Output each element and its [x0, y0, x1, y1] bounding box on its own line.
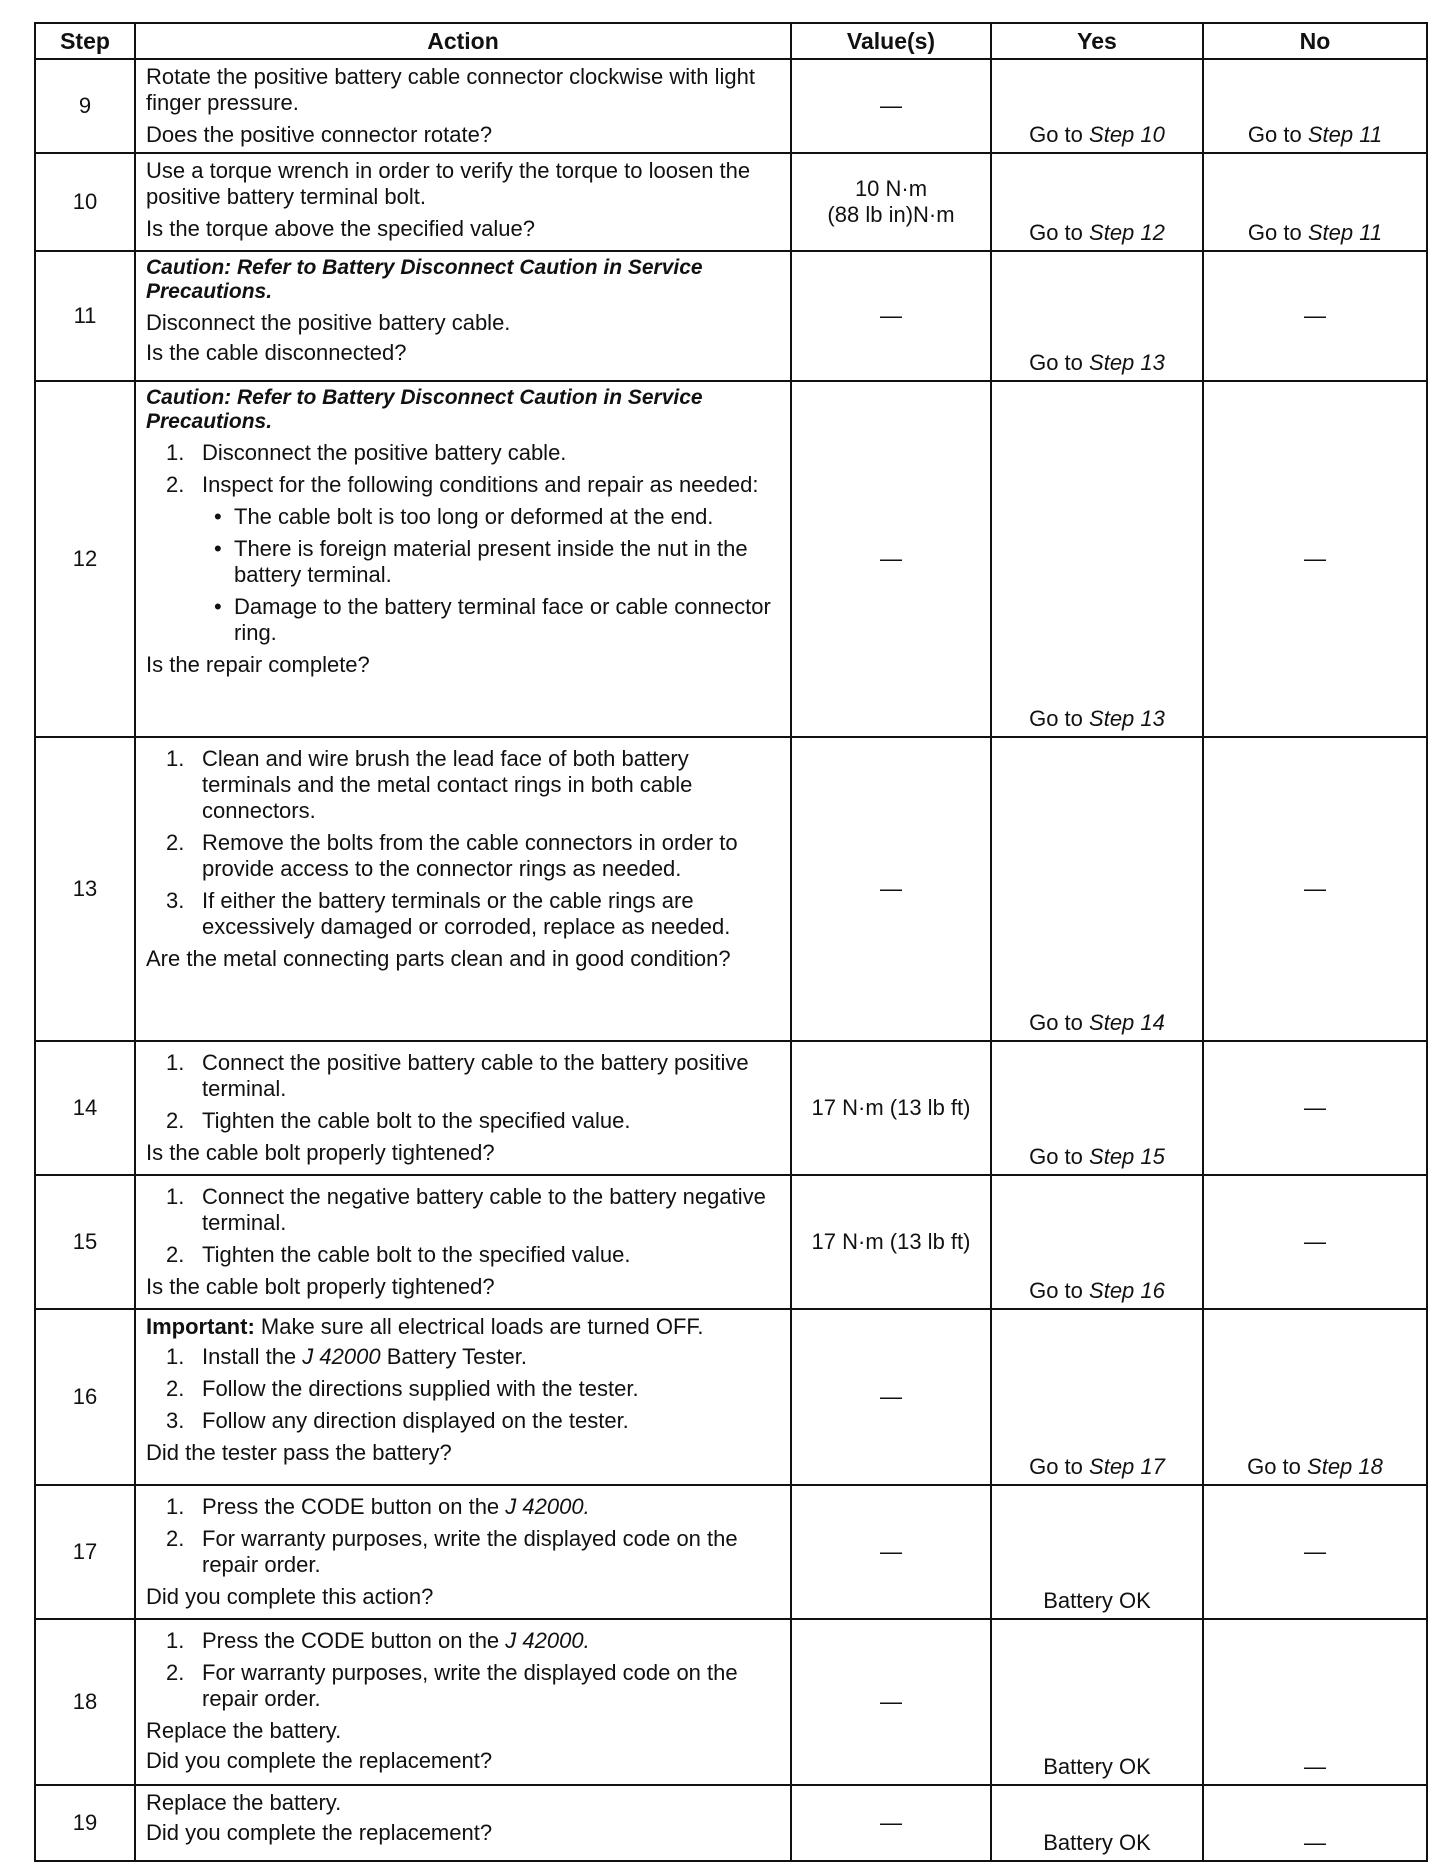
list-item	[146, 440, 782, 466]
value-cell	[791, 153, 991, 251]
step-number: 9	[35, 59, 135, 153]
list-item	[146, 888, 782, 940]
no-step-number: 11	[1359, 122, 1383, 147]
action-question: Did you complete the replacement?	[146, 1748, 493, 1773]
table-row	[35, 1785, 1427, 1861]
no-cell	[1203, 1309, 1427, 1485]
yes-step-number: 14	[1140, 1010, 1165, 1035]
bullet-list	[202, 504, 782, 646]
action-question: Did the tester pass the battery?	[146, 1440, 452, 1465]
action-question: Is the cable disconnected?	[146, 340, 407, 365]
yes-cell: Battery OK	[991, 1619, 1203, 1785]
no-cell: —	[1203, 1485, 1427, 1619]
item-text: Press the CODE button on the	[202, 1494, 500, 1519]
substep-list	[146, 440, 782, 646]
item-text: Disconnect the positive battery cable.	[202, 440, 567, 465]
important-label: Important:	[146, 1314, 255, 1339]
table-header-row	[35, 23, 1427, 59]
no-cell	[1203, 153, 1427, 251]
item-text: Tighten the cable bolt to the specified value.	[202, 1108, 631, 1133]
action-cell	[135, 381, 791, 737]
list-item	[146, 830, 782, 882]
yes-step-word: Step	[1089, 350, 1135, 375]
yes-step-number: 12	[1140, 220, 1165, 245]
no-prefix: Go to	[1247, 220, 1302, 245]
no-step-word: Step	[1307, 1454, 1353, 1479]
list-item	[146, 1526, 782, 1578]
action-cell	[135, 251, 791, 381]
action-cell	[135, 1785, 791, 1861]
yes-step-number: 15	[1140, 1144, 1165, 1169]
value-cell: —	[791, 1619, 991, 1785]
substep-list	[146, 1184, 782, 1268]
table-row	[35, 1175, 1427, 1309]
item-text: Follow the directions supplied with the tester.	[202, 1376, 639, 1401]
item-number: 1.	[166, 1628, 185, 1653]
tool-name: J 42000.	[505, 1628, 590, 1653]
step-number: 12	[35, 381, 135, 737]
yes-cell	[991, 1041, 1203, 1175]
step-number: 18	[35, 1619, 135, 1785]
header-yes: Yes	[991, 23, 1203, 59]
table-row	[35, 737, 1427, 1041]
table-row	[35, 1309, 1427, 1485]
step-number: 17	[35, 1485, 135, 1619]
diagnostic-table-page	[34, 22, 1426, 1855]
no-step-number: 11	[1359, 220, 1383, 245]
item-number: 3.	[166, 1408, 185, 1433]
value-cell: —	[791, 1485, 991, 1619]
yes-step-number: 13	[1140, 706, 1165, 731]
item-number: 2.	[166, 830, 185, 855]
yes-cell: Battery OK	[991, 1785, 1203, 1861]
item-text: If either the battery terminals or the cable rings are excessively damaged or corroded, replace as needed.	[202, 888, 731, 939]
yes-prefix: Go to	[1029, 220, 1083, 245]
item-number: 1.	[166, 1344, 185, 1369]
table-row	[35, 1485, 1427, 1619]
item-text: Battery Tester.	[386, 1344, 527, 1369]
item-text: For warranty purposes, write the displayed code on the repair order.	[202, 1660, 738, 1711]
action-cell	[135, 1485, 791, 1619]
item-number: 1.	[166, 1184, 185, 1209]
item-text: Connect the positive battery cable to the battery positive terminal.	[202, 1050, 749, 1101]
yes-step-number: 13	[1140, 350, 1165, 375]
yes-cell	[991, 59, 1203, 153]
item-text: Clean and wire brush the lead face of both battery terminals and the metal contact rings in both cable connectors.	[202, 746, 693, 823]
no-cell: —	[1203, 1619, 1427, 1785]
table-row	[35, 59, 1427, 153]
item-text: Press the CODE button on the	[202, 1628, 500, 1653]
header-action: Action	[135, 23, 791, 59]
no-step-word: Step	[1307, 220, 1354, 245]
item-text: Install the	[202, 1344, 297, 1369]
no-cell: —	[1203, 1175, 1427, 1309]
list-item	[146, 1408, 782, 1434]
action-text: Disconnect the positive battery cable.	[146, 310, 511, 335]
value-cell: —	[791, 1785, 991, 1861]
caution-note: Caution: Refer to Battery Disconnect Caution in Service Precautions.	[146, 386, 703, 433]
value-cell: —	[791, 1309, 991, 1485]
yes-cell	[991, 1309, 1203, 1485]
list-item	[146, 1344, 782, 1370]
item-text: Remove the bolts from the cable connectors in order to provide access to the connector rings as needed.	[202, 830, 738, 881]
action-cell	[135, 737, 791, 1041]
action-cell	[135, 1175, 791, 1309]
yes-prefix: Go to	[1029, 1144, 1083, 1169]
yes-step-number: 17	[1140, 1454, 1165, 1479]
value-cell: —	[791, 251, 991, 381]
list-item	[146, 1050, 782, 1102]
item-number: 3.	[166, 888, 185, 913]
yes-prefix: Go to	[1029, 122, 1083, 147]
bullet-item: • Damage to the battery terminal face or cable connector ring.	[202, 594, 782, 646]
tool-name: J 42000	[302, 1344, 381, 1369]
item-number: 2.	[166, 1526, 185, 1551]
action-question: Did you complete this action?	[146, 1584, 434, 1609]
yes-step-number: 16	[1140, 1278, 1165, 1303]
item-number: 2.	[166, 1376, 185, 1401]
no-cell: —	[1203, 251, 1427, 381]
table-row	[35, 381, 1427, 737]
header-values: Value(s)	[791, 23, 991, 59]
value-line-2: (88 lb in)N·m	[827, 202, 955, 227]
step-number: 14	[35, 1041, 135, 1175]
action-cell	[135, 1309, 791, 1485]
item-text: Tighten the cable bolt to the specified value.	[202, 1242, 631, 1267]
table-row	[35, 1041, 1427, 1175]
step-number: 15	[35, 1175, 135, 1309]
item-number: 2.	[166, 1108, 185, 1133]
substep-list	[146, 1628, 782, 1712]
list-item	[146, 1184, 782, 1236]
action-question: Are the metal connecting parts clean and in good condition?	[146, 946, 731, 971]
yes-step-word: Step	[1089, 220, 1135, 245]
item-number: 1.	[166, 746, 185, 771]
yes-cell	[991, 251, 1203, 381]
yes-step-number: 10	[1140, 122, 1165, 147]
item-number: 2.	[166, 1242, 185, 1267]
yes-prefix: Go to	[1029, 1454, 1083, 1479]
value-cell: —	[791, 737, 991, 1041]
action-question: Is the cable bolt properly tightened?	[146, 1274, 495, 1299]
action-question: Is the torque above the specified value?	[146, 216, 535, 241]
substep-list	[146, 1344, 782, 1434]
item-number: 1.	[166, 440, 185, 465]
item-text: For warranty purposes, write the displayed code on the repair order.	[202, 1526, 738, 1577]
action-cell	[135, 1619, 791, 1785]
important-text: Make sure all electrical loads are turned OFF.	[260, 1314, 704, 1339]
list-item	[146, 1376, 782, 1402]
list-item	[146, 1108, 782, 1134]
yes-step-word: Step	[1089, 706, 1135, 731]
item-text: Follow any direction displayed on the tester.	[202, 1408, 629, 1433]
list-item	[146, 1628, 782, 1654]
no-prefix: Go to	[1247, 1454, 1301, 1479]
action-text: Rotate the positive battery cable connector clockwise with light finger pressure.	[146, 64, 755, 115]
no-step-word: Step	[1307, 122, 1354, 147]
action-cell	[135, 153, 791, 251]
caution-note: Caution: Refer to Battery Disconnect Caution in Service Precautions.	[146, 256, 703, 303]
item-text: Inspect for the following conditions and repair as needed:	[202, 472, 759, 497]
no-cell: —	[1203, 1041, 1427, 1175]
substep-list	[146, 1050, 782, 1134]
value-cell: —	[791, 59, 991, 153]
list-item	[146, 1660, 782, 1712]
yes-step-word: Step	[1089, 122, 1135, 147]
tool-name: J 42000.	[505, 1494, 590, 1519]
table-row	[35, 251, 1427, 381]
no-cell: —	[1203, 381, 1427, 737]
item-text: Connect the negative battery cable to the battery negative terminal.	[202, 1184, 766, 1235]
list-item	[146, 472, 782, 646]
bullet-item: • The cable bolt is too long or deformed at the end.	[202, 504, 782, 530]
yes-prefix: Go to	[1029, 1010, 1083, 1035]
substep-list	[146, 1494, 782, 1578]
action-text: Replace the battery.	[146, 1718, 342, 1743]
header-no: No	[1203, 23, 1427, 59]
yes-cell	[991, 153, 1203, 251]
no-prefix: Go to	[1247, 122, 1302, 147]
item-number: 1.	[166, 1494, 185, 1519]
step-number: 16	[35, 1309, 135, 1485]
header-step: Step	[35, 23, 135, 59]
no-cell: —	[1203, 1785, 1427, 1861]
table-row	[35, 1619, 1427, 1785]
no-cell	[1203, 59, 1427, 153]
action-text: Replace the battery.	[146, 1790, 342, 1815]
item-number: 1.	[166, 1050, 185, 1075]
action-question: Does the positive connector rotate?	[146, 122, 493, 147]
value-line-1: 10 N·m	[854, 176, 928, 201]
table-row	[35, 153, 1427, 251]
value-cell: —	[791, 381, 991, 737]
item-number: 2.	[166, 1660, 185, 1685]
yes-step-word: Step	[1089, 1144, 1135, 1169]
action-question: Did you complete the replacement?	[146, 1820, 493, 1845]
yes-cell: Battery OK	[991, 1485, 1203, 1619]
yes-prefix: Go to	[1029, 350, 1083, 375]
no-cell: —	[1203, 737, 1427, 1041]
item-number: 2.	[166, 472, 185, 497]
action-text: Use a torque wrench in order to verify the torque to loosen the positive battery terminal bolt.	[146, 158, 751, 209]
list-item	[146, 1242, 782, 1268]
value-cell: 17 N·m (13 lb ft)	[791, 1175, 991, 1309]
yes-prefix: Go to	[1029, 1278, 1083, 1303]
bullet-item: • There is foreign material present inside the nut in the battery terminal.	[202, 536, 782, 588]
action-question: Is the cable bolt properly tightened?	[146, 1140, 495, 1165]
diagnostic-table	[34, 22, 1428, 1862]
step-number: 11	[35, 251, 135, 381]
list-item	[146, 746, 782, 824]
yes-prefix: Go to	[1029, 706, 1083, 731]
action-cell	[135, 59, 791, 153]
important-note	[146, 1314, 782, 1340]
value-cell: 17 N·m (13 lb ft)	[791, 1041, 991, 1175]
step-number: 10	[35, 153, 135, 251]
action-cell	[135, 1041, 791, 1175]
yes-step-word: Step	[1089, 1454, 1135, 1479]
yes-step-word: Step	[1089, 1010, 1135, 1035]
yes-cell	[991, 737, 1203, 1041]
action-question: Is the repair complete?	[146, 652, 370, 677]
list-item	[146, 1494, 782, 1520]
no-step-number: 18	[1358, 1454, 1383, 1479]
step-number: 13	[35, 737, 135, 1041]
yes-cell	[991, 381, 1203, 737]
yes-step-word: Step	[1089, 1278, 1135, 1303]
step-number: 19	[35, 1785, 135, 1861]
substep-list	[146, 746, 782, 940]
yes-cell	[991, 1175, 1203, 1309]
